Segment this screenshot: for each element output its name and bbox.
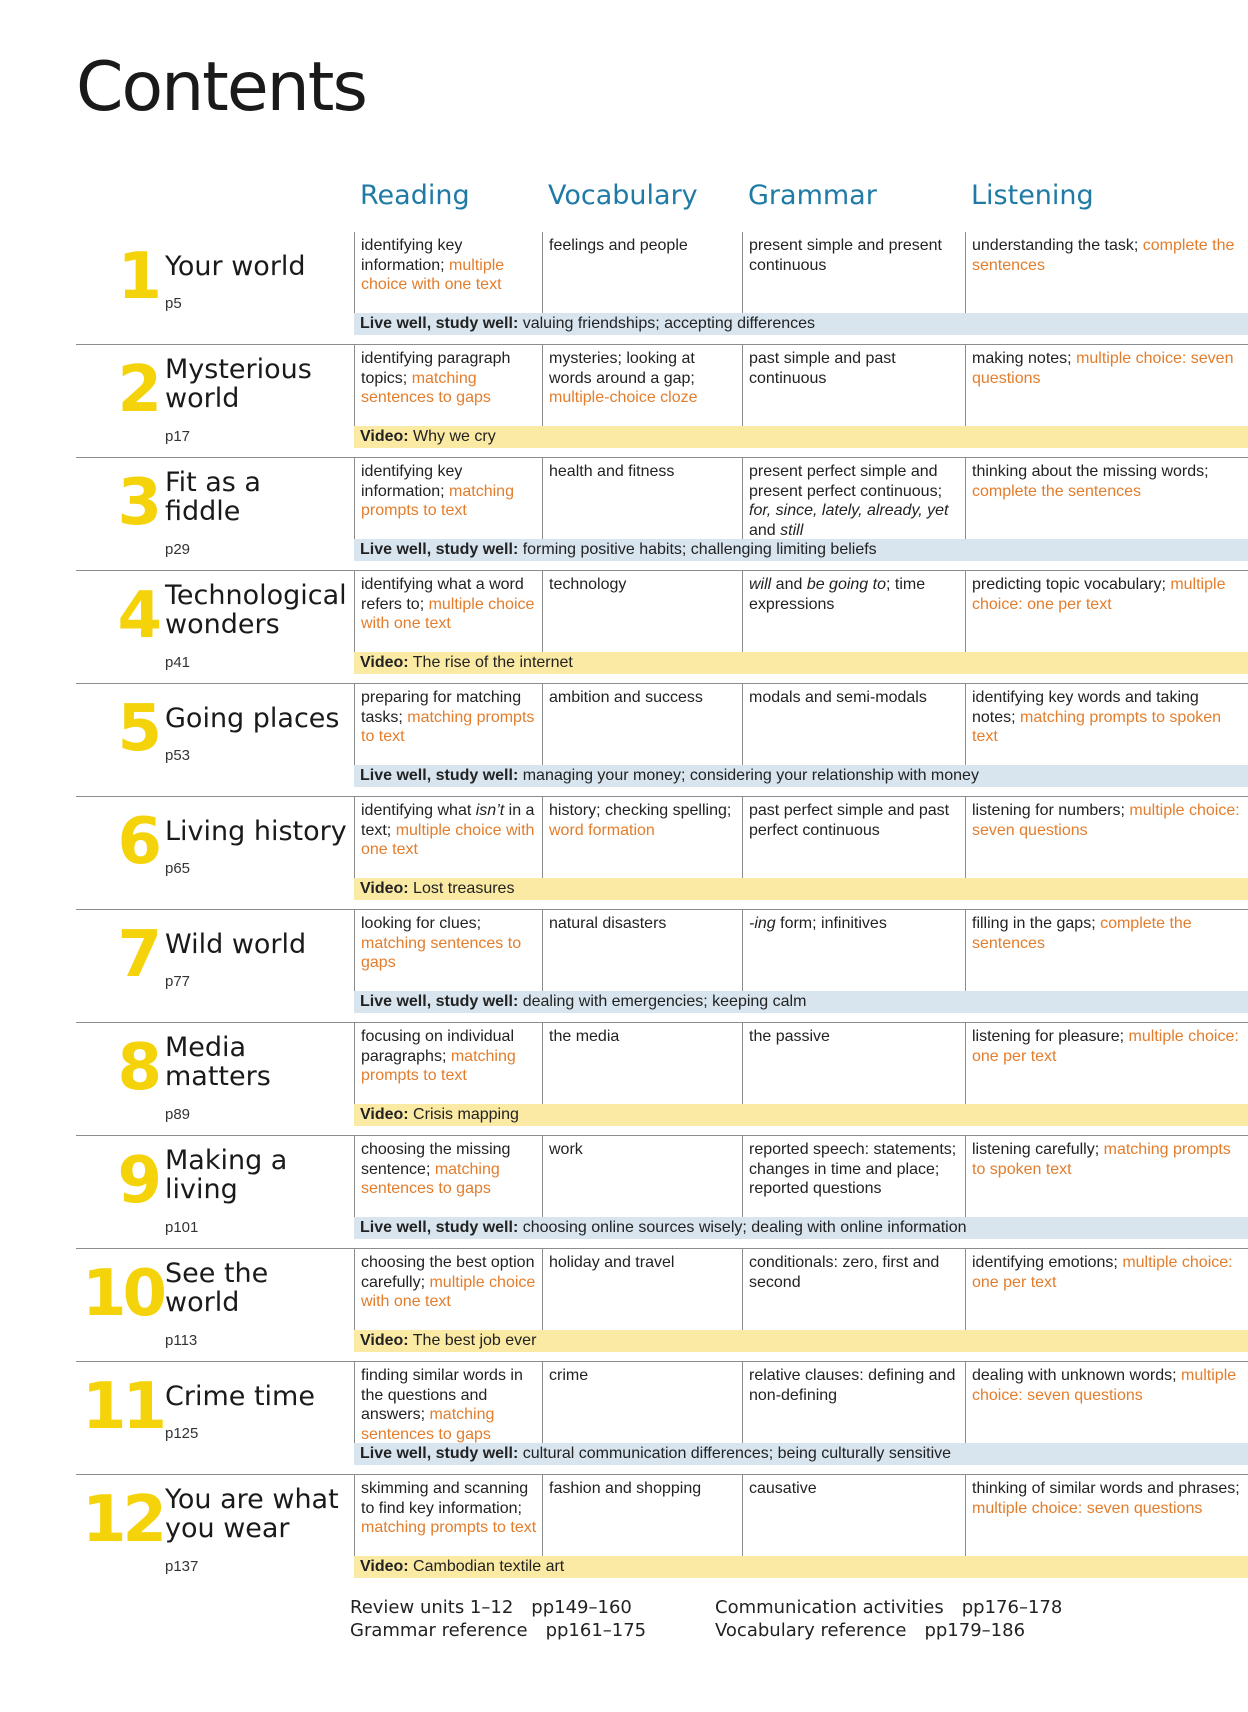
grammar-cell	[742, 458, 965, 539]
cell-text: identifying emotions;	[972, 1254, 1123, 1271]
cell-text: listening carefully;	[972, 1141, 1104, 1158]
exam-task-text: complete the sentences	[972, 237, 1235, 274]
cell-text: and	[771, 576, 807, 593]
unit-row[interactable]	[76, 457, 1248, 570]
exam-task-text: multiple choice: seven questions	[972, 1499, 1203, 1517]
cell-text: identifying what a word refers to;	[361, 576, 524, 613]
unit-page-number: p77	[165, 973, 191, 990]
cell-text: listening for numbers;	[972, 802, 1130, 819]
cell-text: thinking about the missing words;	[972, 463, 1209, 480]
exam-task-text: matching sentences to gaps	[361, 934, 522, 972]
listening-cell	[965, 1136, 1248, 1217]
unit-number: 8	[117, 1031, 158, 1105]
band-label: Video:	[360, 880, 409, 897]
exam-task-text: multiple choice: one per text	[972, 576, 1226, 613]
unit-number: 2	[117, 353, 158, 427]
unit-page-number: p5	[165, 295, 182, 312]
grammar-cell	[742, 571, 965, 652]
reading-cell	[354, 1475, 542, 1556]
reading-cell	[354, 1249, 542, 1330]
exam-task-text: multiple-choice cloze	[549, 389, 698, 407]
cell-text: identifying paragraph topics;	[361, 350, 511, 387]
footer-entry[interactable]	[715, 1596, 1062, 1619]
reading-cell	[354, 571, 542, 652]
page-title: Contents	[76, 48, 366, 127]
unit-number: 1	[117, 240, 158, 314]
exam-task-text: multiple choice: one per text	[972, 1254, 1233, 1291]
unit-number: 10	[82, 1257, 164, 1331]
band-label: Video:	[360, 1332, 409, 1349]
vocabulary-cell	[542, 684, 742, 765]
reading-cell	[354, 1136, 542, 1217]
grammar-cell	[742, 1249, 965, 1330]
vocabulary-cell	[542, 345, 742, 426]
cell-text: fashion and shopping	[549, 1480, 702, 1497]
unit-page-number: p53	[165, 747, 191, 764]
vocabulary-cell	[542, 1249, 742, 1330]
band-text: Cambodian textile art	[408, 1558, 565, 1575]
cell-text: present simple and present continuous	[749, 237, 942, 274]
footer-pages: pp149–160	[531, 1597, 632, 1618]
band-text: managing your money; considering your relationship with money	[518, 767, 979, 784]
exam-task-text: matching prompts to text	[361, 482, 514, 520]
band-text: cultural communication differences; being culturally sensitive	[518, 1445, 952, 1462]
cell-text: relative clauses: defining and non-defining	[749, 1367, 956, 1404]
column-header-reading: Reading	[360, 180, 470, 211]
cell-text: mysteries; looking at words around a gap;	[549, 350, 695, 387]
cell-text: preparing for matching tasks;	[361, 689, 522, 726]
footer-label: Review units 1–12	[350, 1597, 514, 1618]
unit-row[interactable]	[76, 1135, 1248, 1248]
video-band	[354, 426, 1248, 448]
cell-text: choosing the best option carefully;	[361, 1254, 535, 1291]
unit-page-number: p29	[165, 541, 191, 558]
exam-task-text: multiple choice: seven questions	[972, 350, 1234, 387]
footer-right	[715, 1596, 1062, 1642]
reading-cell	[354, 684, 542, 765]
unit-row[interactable]	[76, 344, 1248, 457]
band-text: dealing with emergencies; keeping calm	[518, 993, 807, 1010]
unit-title: See the world	[165, 1258, 269, 1318]
cell-text: feelings and people	[549, 237, 688, 254]
cell-text: identifying what	[361, 802, 476, 819]
band-label: Live well, study well:	[360, 541, 519, 558]
unit-page-number: p113	[165, 1332, 198, 1349]
exam-task-text: multiple choice: seven questions	[972, 802, 1240, 839]
unit-row[interactable]	[76, 796, 1248, 909]
unit-number: 9	[117, 1144, 158, 1218]
listening-cell	[965, 910, 1248, 991]
cell-text: technology	[549, 576, 627, 593]
live-well-band	[354, 313, 1248, 335]
exam-task-text: multiple choice with one text	[361, 821, 535, 859]
cell-text: choosing the missing sentence;	[361, 1141, 511, 1178]
video-band	[354, 1330, 1248, 1352]
unit-title: Wild world	[165, 929, 307, 960]
live-well-band	[354, 1443, 1248, 1465]
unit-row[interactable]	[76, 570, 1248, 683]
cell-text: form; infinitives	[775, 915, 887, 932]
listening-cell	[965, 232, 1248, 313]
reading-cell	[354, 1362, 542, 1443]
unit-page-number: p65	[165, 860, 191, 877]
exam-task-text: multiple choice with one text	[361, 1273, 536, 1311]
unit-title: You are what you wear	[165, 1484, 339, 1544]
unit-number: 6	[117, 805, 158, 879]
footer-entry[interactable]	[715, 1619, 1062, 1642]
unit-title: Crime time	[165, 1381, 315, 1412]
listening-cell	[965, 1362, 1248, 1443]
unit-title: Media matters	[165, 1032, 271, 1092]
vocabulary-cell	[542, 571, 742, 652]
unit-title: Fit as a fiddle	[165, 467, 261, 527]
listening-cell	[965, 684, 1248, 765]
exam-task-text: matching prompts to text	[361, 1519, 537, 1537]
cell-text: natural disasters	[549, 915, 667, 932]
listening-cell	[965, 1023, 1248, 1104]
unit-number: 4	[117, 579, 158, 653]
grammar-cell	[742, 684, 965, 765]
unit-number: 11	[82, 1370, 164, 1444]
vocabulary-cell	[542, 1362, 742, 1443]
unit-row[interactable]	[76, 909, 1248, 1022]
cell-text: the passive	[749, 1028, 830, 1045]
cell-text: ambition and success	[549, 689, 703, 706]
unit-row[interactable]	[76, 232, 1248, 344]
live-well-band	[354, 765, 1248, 787]
grammar-cell	[742, 797, 965, 878]
band-label: Live well, study well:	[360, 315, 519, 332]
live-well-band	[354, 991, 1248, 1013]
column-header-vocabulary: Vocabulary	[548, 180, 698, 211]
cell-text: finding similar words in the questions and answers;	[361, 1367, 523, 1424]
vocabulary-cell	[542, 458, 742, 539]
cell-text: isn’t	[475, 802, 505, 819]
unit-title: Your world	[165, 251, 306, 282]
unit-page-number: p17	[165, 428, 191, 445]
cell-text: still	[780, 521, 804, 539]
column-header-listening: Listening	[971, 180, 1094, 211]
live-well-band	[354, 539, 1248, 561]
cell-text: will	[749, 576, 772, 593]
unit-title: Technological wonders	[165, 580, 347, 640]
exam-task-text: matching prompts to spoken text	[972, 1141, 1231, 1178]
unit-row[interactable]	[76, 1474, 1248, 1587]
grammar-cell	[742, 1136, 965, 1217]
band-label: Video:	[360, 428, 409, 445]
listening-cell	[965, 1249, 1248, 1330]
cell-text: thinking of similar words and phrases;	[972, 1480, 1240, 1497]
unit-title: Going places	[165, 703, 340, 734]
band-label: Video:	[360, 1558, 409, 1575]
unit-row[interactable]	[76, 1248, 1248, 1361]
unit-number: 7	[117, 918, 158, 992]
band-label: Live well, study well:	[360, 993, 519, 1010]
grammar-cell	[742, 345, 965, 426]
contents-table	[76, 232, 1248, 1587]
band-label: Video:	[360, 654, 409, 671]
unit-number: 3	[117, 466, 158, 540]
unit-page-number: p101	[165, 1219, 199, 1236]
vocabulary-cell	[542, 1023, 742, 1104]
reading-cell	[354, 1023, 542, 1104]
exam-task-text: multiple choice: one per text	[972, 1028, 1239, 1065]
cell-text: reported speech: statements; changes in time and place; reported questions	[749, 1141, 957, 1198]
listening-cell	[965, 797, 1248, 878]
exam-task-text: word formation	[549, 821, 655, 839]
footer-entry[interactable]	[350, 1596, 646, 1619]
unit-page-number: p89	[165, 1106, 191, 1123]
live-well-band	[354, 1217, 1248, 1239]
vocabulary-cell	[542, 1475, 742, 1556]
grammar-cell	[742, 1362, 965, 1443]
exam-task-text: matching prompts to spoken text	[972, 708, 1222, 746]
band-label: Live well, study well:	[360, 1219, 519, 1236]
cell-text: crime	[549, 1367, 589, 1384]
cell-text: looking for clues;	[361, 915, 482, 932]
band-text: choosing online sources wisely; dealing with online information	[518, 1219, 967, 1236]
listening-cell	[965, 345, 1248, 426]
cell-text: identifying key words and taking notes;	[972, 689, 1199, 726]
cell-text: identifying key information;	[361, 463, 463, 500]
vocabulary-cell	[542, 232, 742, 313]
cell-text: predicting topic vocabulary;	[972, 576, 1171, 593]
exam-task-text: multiple choice with one text	[361, 256, 505, 294]
cell-text: ; time expressions	[749, 576, 926, 613]
exam-task-text: multiple choice with one text	[361, 595, 535, 633]
band-label: Live well, study well:	[360, 1445, 519, 1462]
unit-row[interactable]	[76, 1361, 1248, 1474]
cell-text: focusing on individual paragraphs;	[361, 1028, 514, 1065]
exam-task-text: matching prompts to text	[361, 1047, 516, 1085]
cell-text: dealing with unknown words;	[972, 1367, 1182, 1384]
listening-cell	[965, 458, 1248, 539]
cell-text: be going to	[806, 576, 886, 593]
vocabulary-cell	[542, 797, 742, 878]
exam-task-text: matching sentences to gaps	[361, 369, 491, 407]
exam-task-text: matching sentences to gaps	[361, 1406, 495, 1443]
cell-text: skimming and scanning to find key information;	[361, 1480, 529, 1517]
unit-row[interactable]	[76, 683, 1248, 796]
cell-text: past perfect simple and past perfect continuous	[749, 802, 950, 839]
cell-text: holiday and travel	[549, 1254, 675, 1271]
footer-entry[interactable]	[350, 1619, 646, 1642]
reading-cell	[354, 910, 542, 991]
grammar-cell	[742, 1023, 965, 1104]
unit-row[interactable]	[76, 1022, 1248, 1135]
cell-text: understanding the task;	[972, 237, 1143, 254]
reading-cell	[354, 232, 542, 313]
cell-text: work	[549, 1141, 583, 1158]
exam-task-text: matching prompts to text	[361, 708, 535, 746]
cell-text: the media	[549, 1028, 620, 1045]
exam-task-text: complete the sentences	[972, 915, 1192, 952]
unit-page-number: p137	[165, 1558, 199, 1575]
exam-task-text: multiple choice: seven questions	[972, 1367, 1237, 1404]
video-band	[354, 1556, 1248, 1578]
video-band	[354, 878, 1248, 900]
vocabulary-cell	[542, 1136, 742, 1217]
cell-text: identifying key information;	[361, 237, 463, 274]
unit-number: 12	[82, 1483, 164, 1557]
cell-text: listening for pleasure;	[972, 1028, 1129, 1045]
column-header-grammar: Grammar	[748, 180, 877, 211]
footer-pages: pp179–186	[924, 1620, 1026, 1641]
cell-text: health and fitness	[549, 463, 675, 480]
footer-label: Grammar reference	[350, 1620, 528, 1641]
cell-text: history; checking spelling;	[549, 802, 732, 819]
grammar-cell	[742, 910, 965, 991]
band-label: Video:	[360, 1106, 409, 1123]
listening-cell	[965, 571, 1248, 652]
unit-title: Mysterious world	[165, 354, 312, 414]
exam-task-text: complete the sentences	[972, 482, 1141, 500]
video-band	[354, 652, 1248, 674]
band-label: Live well, study well:	[360, 767, 519, 784]
cell-text: modals and semi-modals	[749, 689, 927, 706]
band-text: Lost treasures	[408, 880, 515, 897]
cell-text: -ing	[749, 915, 776, 932]
cell-text: filling in the gaps;	[972, 915, 1101, 932]
vocabulary-cell	[542, 910, 742, 991]
unit-number: 5	[117, 692, 158, 766]
cell-text: and	[749, 521, 781, 539]
grammar-cell	[742, 1475, 965, 1556]
band-text: Crisis mapping	[408, 1106, 519, 1123]
band-text: Why we cry	[408, 428, 496, 445]
reading-cell	[354, 458, 542, 539]
band-text: The rise of the internet	[408, 654, 573, 671]
listening-cell	[965, 1475, 1248, 1556]
footer-label: Communication activities	[715, 1597, 944, 1618]
exam-task-text: matching sentences to gaps	[361, 1160, 500, 1198]
band-text: The best job ever	[408, 1332, 537, 1349]
cell-text: for, since, lately, already, yet	[749, 502, 949, 520]
cell-text: past simple and past continuous	[749, 350, 896, 387]
cell-text: present perfect simple and present perfect continuous;	[749, 463, 943, 500]
cell-text: in a text;	[361, 802, 535, 839]
video-band	[354, 1104, 1248, 1126]
band-text: valuing friendships; accepting differences	[518, 315, 816, 332]
unit-page-number: p41	[165, 654, 191, 671]
footer-label: Vocabulary reference	[715, 1620, 907, 1641]
reading-cell	[354, 797, 542, 878]
cell-text: conditionals: zero, first and second	[749, 1254, 940, 1291]
unit-page-number: p125	[165, 1425, 199, 1442]
unit-title: Making a living	[165, 1145, 288, 1205]
unit-title: Living history	[165, 816, 347, 847]
footer-pages: pp161–175	[545, 1620, 647, 1641]
footer-left	[350, 1596, 646, 1642]
cell-text: making notes;	[972, 350, 1077, 367]
footer-pages: pp176–178	[961, 1597, 1063, 1618]
reading-cell	[354, 345, 542, 426]
cell-text: causative	[749, 1480, 817, 1497]
grammar-cell	[742, 232, 965, 313]
band-text: forming positive habits; challenging limiting beliefs	[518, 541, 877, 558]
